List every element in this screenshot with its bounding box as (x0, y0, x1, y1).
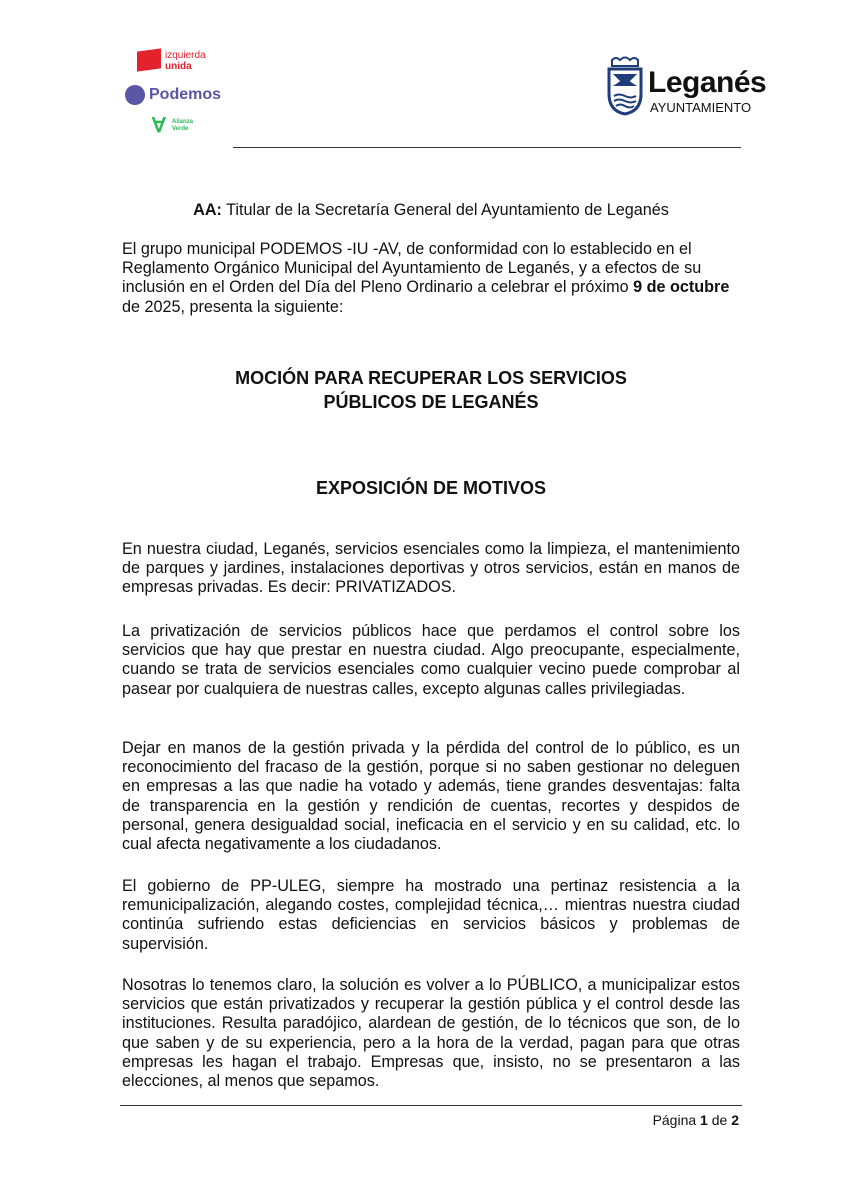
addressee-label: AA: (193, 201, 222, 219)
av-logo (172, 119, 193, 133)
leganes-shield-icon (606, 56, 644, 116)
body-paragraph: Nosotras lo tenemos claro, la solución es volver a lo PÚBLICO, a municipalizar estos servicios que están privatizados y recuperar la gestión pública y el control desde las instituciones. Resulta paradójico, alardean de gestión, de lo técnicos que son, de lo que saben y de su experiencia, pero a la hora de la verdad, pagan para que otras empresas les hagan el trabajo. Empresas que, insisto, no se presentaron a las elecciones, al menos que sepamos. (122, 976, 740, 1091)
intro-text-end: de 2025, presenta la siguiente: (122, 297, 344, 316)
body-paragraph: Dejar en manos de la gestión privada y la pérdida del control de lo público, es un reconocimiento del fracaso de la gestión, porque si no saben gestionar no deleguen en empresas a las que nadie ha votado y además, tiene grandes desventajas: falta de transparencia en la gestión y rendición de cuentas, recortes y despidos de personal, genera desigualdad social, ineficacia en el servicio y en su calidad, etc. lo cual afecta negativamente a los ciudadanos. (122, 739, 740, 854)
leganes-logo-title: Leganés (648, 66, 767, 99)
footer-divider (120, 1105, 742, 1106)
iu-logo (165, 50, 206, 72)
header-divider (233, 147, 741, 148)
iu-logo-line1: izquierda (165, 50, 206, 61)
iu-logo-icon (137, 48, 161, 71)
addressee (122, 201, 740, 220)
intro-text: El grupo municipal PODEMOS -IU -AV, de conformidad con lo establecido en el Reglamento Orgánico Municipal del Ayuntamiento de Leganés, y a efectos de su inclusión en el Orden del Día del Pleno Ordinario a celebrar el próximo (122, 240, 702, 297)
podemos-logo: Podemos (149, 86, 222, 103)
motion-title (122, 366, 740, 414)
page-of: de (707, 1112, 732, 1128)
addressee-text: Titular de la Secretaría General del Ayuntamiento de Leganés (221, 201, 669, 219)
av-logo-line2: Verde (172, 126, 189, 132)
iu-logo-line2: unida (165, 61, 192, 72)
body-paragraph: El gobierno de PP-ULEG, siempre ha mostrado una pertinaz resistencia a la remunicipalización, alegando costes, complejidad técnica,… mientras nuestra ciudad continúa sufriendo estas deficiencias en servicios básicos y problemas de supervisión. (122, 877, 740, 953)
leganes-logo-subtitle: AYUNTAMIENTO (650, 100, 752, 115)
page-number (653, 1111, 739, 1129)
page-label: Página (652, 1112, 701, 1128)
page-current: 1 (700, 1112, 708, 1128)
page-total: 2 (731, 1112, 739, 1128)
intro-date: 9 de octubre (633, 278, 730, 297)
av-logo-line1: Alianza (172, 119, 194, 125)
body-paragraph: En nuestra ciudad, Leganés, servicios esenciales como la limpieza, el mantenimiento de parques y jardines, instalaciones deportivas y otros servicios, están en manos de empresas privadas. Es decir: PRIVATIZADOS. (122, 540, 740, 597)
body-paragraph: La privatización de servicios públicos hace que perdamos el control sobre los servicios que hay que prestar en nuestra ciudad. Algo preocupante, especialmente, cuando se trata de servicios esenciales como cualquier vecino puede comprobar al pasear por cualquiera de nuestras calles, excepto algunas calles privilegiadas. (122, 622, 740, 698)
motion-title-line2: PÚBLICOS DE LEGANÉS (323, 392, 539, 412)
section-title: EXPOSICIÓN DE MOTIVOS (315, 478, 547, 498)
podemos-circle-icon (125, 85, 145, 105)
motion-title-line1: MOCIÓN PARA RECUPERAR LOS SERVICIOS (235, 368, 627, 388)
intro-paragraph (122, 240, 740, 317)
av-logo-icon: ∀ (152, 115, 166, 137)
